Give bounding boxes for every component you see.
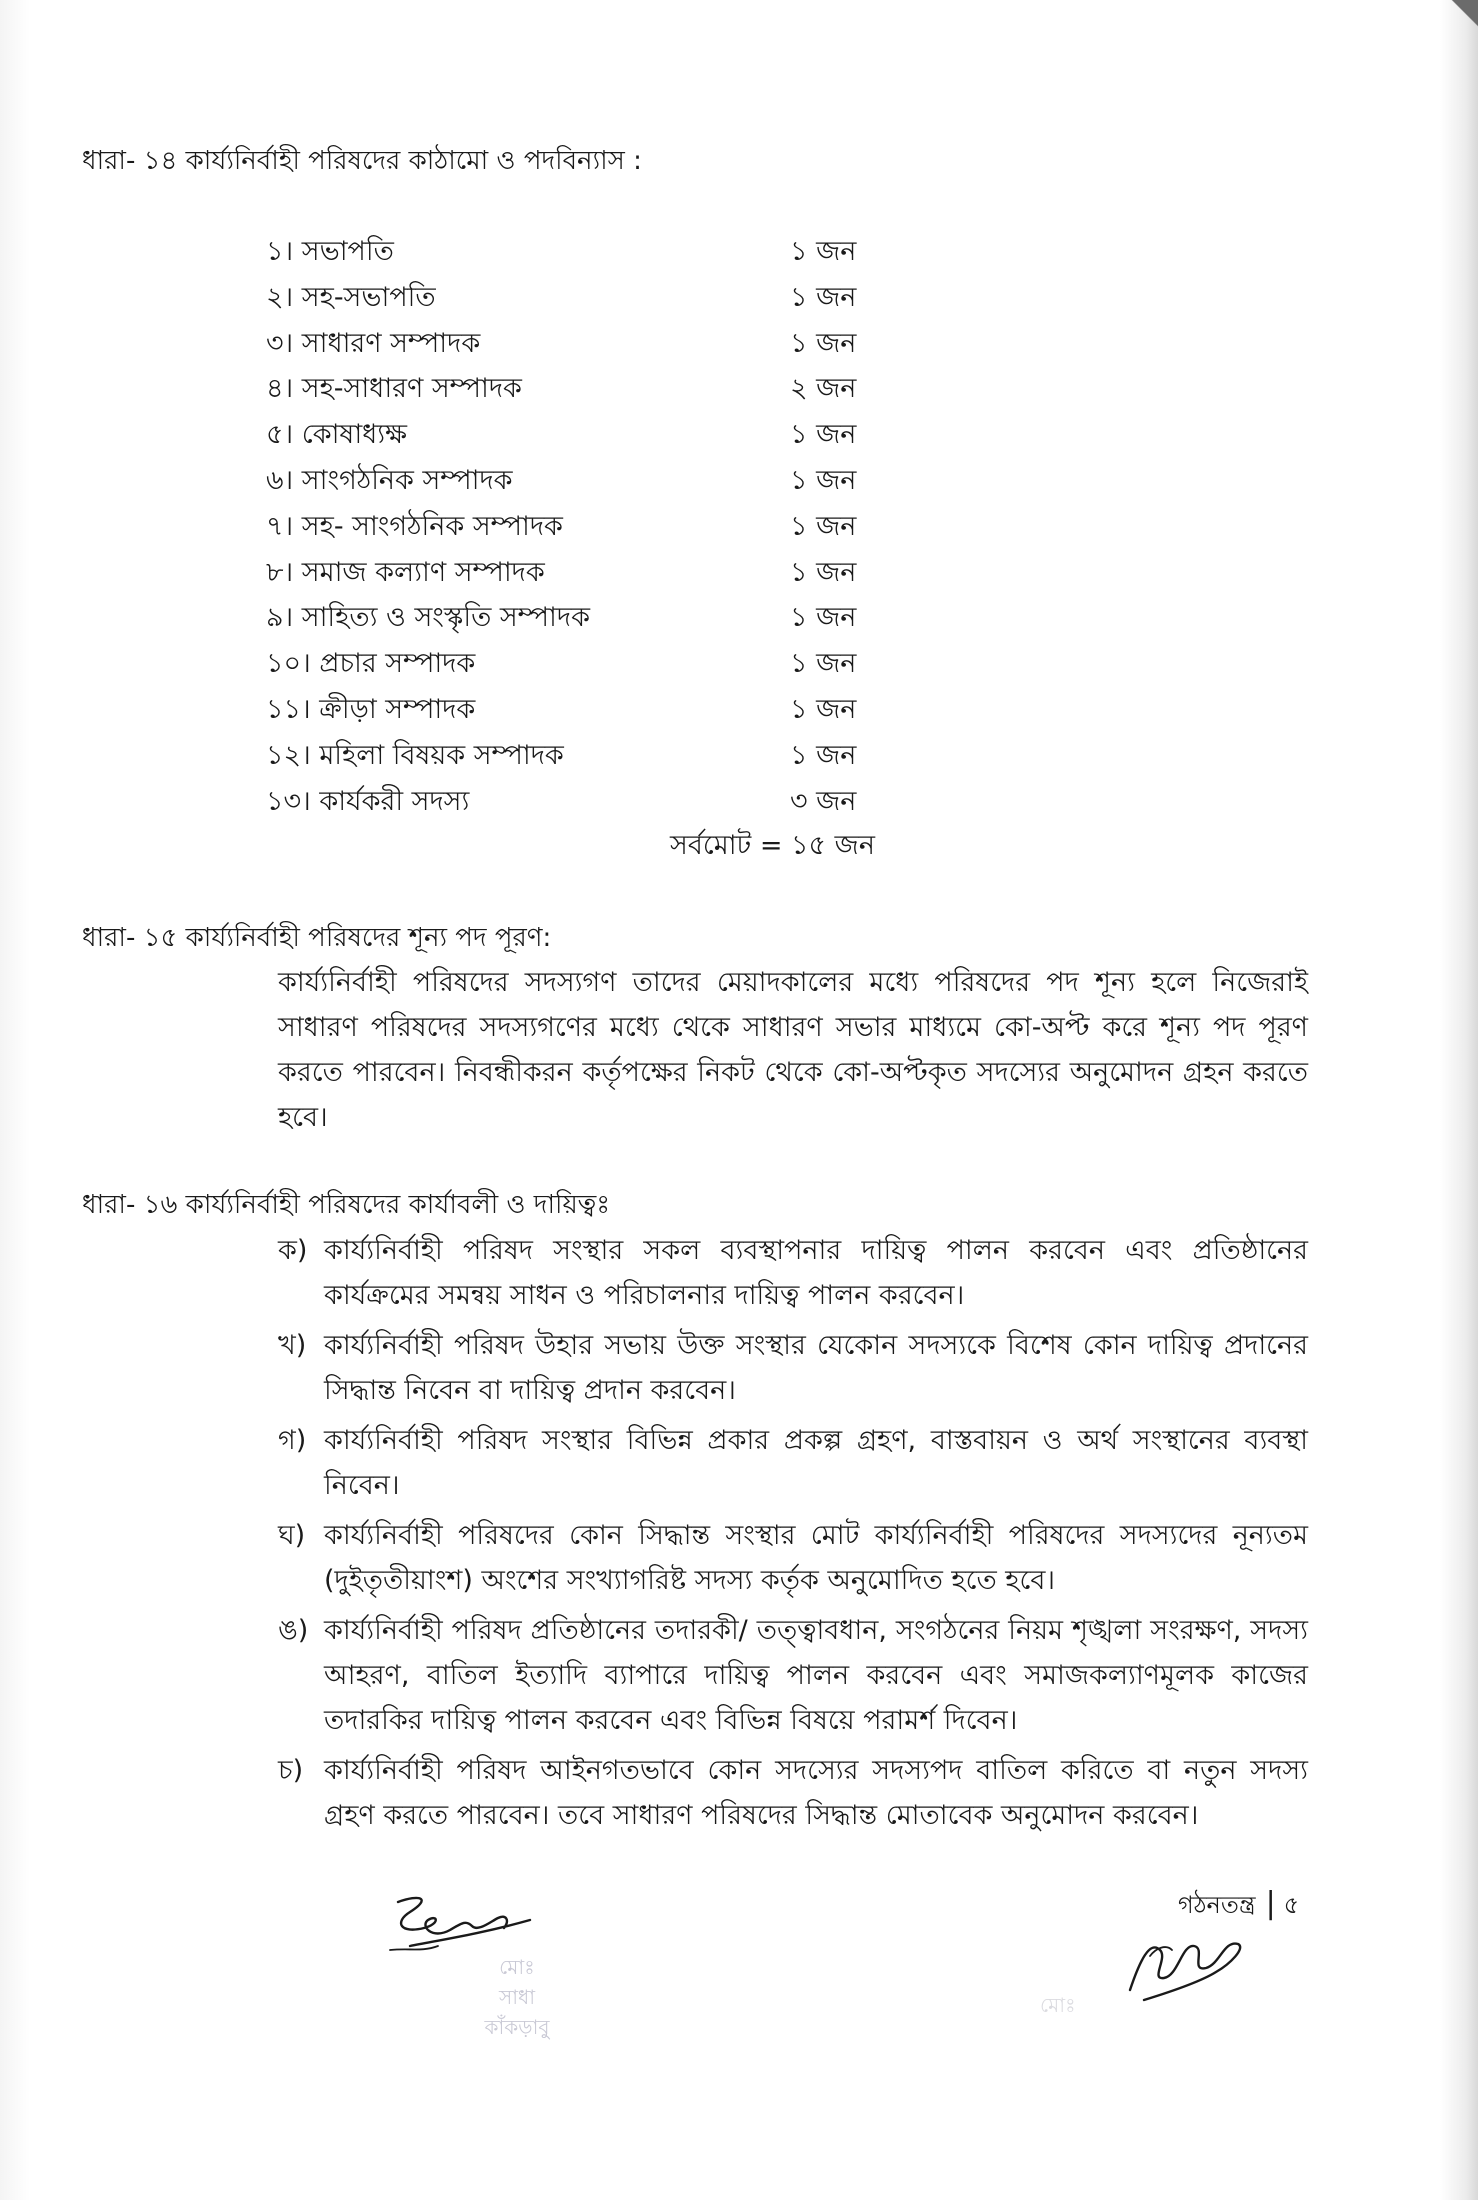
- clause-item: [278, 1748, 1308, 1838]
- section-16-heading: ধারা- ১৬ কার্য্যনির্বাহী পরিষদের কার্যাবলী ও দায়িত্বঃ: [82, 1190, 611, 1220]
- post-label: ২। সহ-সভাপতি: [266, 281, 436, 313]
- roster-row: [266, 278, 886, 324]
- roster-row: [266, 644, 886, 690]
- post-count: ১ জন: [790, 739, 857, 771]
- post-count: ২ জন: [790, 373, 857, 405]
- post-count: ১ জন: [790, 648, 857, 680]
- post-label: ১২। মহিলা বিষয়ক সম্পাদক: [266, 739, 564, 771]
- footer-separator: |: [1265, 1886, 1276, 1921]
- page-footer: [1178, 1888, 1299, 1921]
- clause-mark: ক): [278, 1235, 308, 1266]
- post-label: ১৩। কার্যকরী সদস্য: [266, 785, 470, 817]
- post-label: ৪। সহ-সাধারণ সম্পাদক: [266, 373, 522, 405]
- clause-text: কার্য্যনির্বাহী পরিষদ সংস্থার সকল ব্যবস্থাপনার দায়িত্ব পালন করবেন এবং প্রতিষ্ঠানের কার্যক্রমের সমন্বয় সাধন ও পরিচালনার দায়িত্ব পালন করবেন।: [324, 1235, 1308, 1311]
- clause-item: [278, 1608, 1308, 1743]
- post-count: ১ জন: [790, 510, 857, 542]
- signature-left-icon: [380, 1890, 540, 1960]
- clause-item: [278, 1418, 1308, 1508]
- post-label: ৮। সমাজ কল্যাণ সম্পাদক: [266, 556, 545, 588]
- roster-row: [266, 507, 886, 553]
- roster-row: [266, 415, 886, 461]
- roster-row: [266, 369, 886, 415]
- post-count: ১ জন: [790, 464, 857, 496]
- post-count: ১ জন: [790, 602, 857, 634]
- roster-row: [266, 690, 886, 736]
- roster-row: [266, 598, 886, 644]
- section-14-heading: ধারা- ১৪ কার্য্যনির্বাহী পরিষদের কাঠামো ও পদবিন্যাস :: [82, 146, 642, 176]
- clause-mark: চ): [278, 1755, 304, 1786]
- post-label: ৯। সাহিত্য ও সংস্কৃতি সম্পাদক: [266, 602, 590, 634]
- clause-item: [278, 1228, 1308, 1318]
- seal-left-line: মোঃ: [499, 1955, 535, 1979]
- post-label: ১। সভাপতি: [266, 236, 394, 267]
- clause-item: [278, 1323, 1308, 1413]
- post-count: ১ জন: [790, 419, 857, 451]
- clause-text: কার্য্যনির্বাহী পরিষদের কোন সিদ্ধান্ত সংস্থার মোট কার্য্যনির্বাহী পরিষদের সদস্যদের নূন্যতম (দুইতৃতীয়াংশ) অংশের সংখ্যাগরিষ্ট সদস্য কর্তৃক অনুমোদিত হতে হবে।: [324, 1520, 1308, 1596]
- seal-left-line: কাঁকড়াবুু: [484, 2015, 550, 2039]
- post-label: ১০। প্রচার সম্পাদক: [266, 648, 476, 680]
- clause-text: কার্য্যনির্বাহী পরিষদ আইনগতভাবে কোন সদস্যের সদস্যপদ বাতিল করিতে বা নতুন সদস্য গ্রহণ করতে পারবেন। তবে সাধারণ পরিষদের সিদ্ধান্ত মোতাবেক অনুমোদন করবেন।: [324, 1755, 1308, 1831]
- section-16-clauses: [278, 1228, 1308, 1843]
- post-label: ১১। ক্রীড়া সম্পাদক: [266, 693, 476, 725]
- post-label: ৫। কোষাধ্যক্ষ: [266, 419, 407, 451]
- roster-row: [266, 736, 886, 782]
- roster-row: [266, 553, 886, 599]
- clause-text: কার্য্যনির্বাহী পরিষদ সংস্থার বিভিন্ন প্রকার প্রকল্প গ্রহণ, বাস্তবায়ন ও অর্থ সংস্থানের ব্যবস্থা নিবেন।: [324, 1425, 1308, 1501]
- seal-right-line: মোঃ: [1040, 1993, 1076, 2017]
- clause-mark: গ): [278, 1425, 307, 1456]
- section-15-body: কার্য্যনির্বাহী পরিষদের সদস্যগণ তাদের মেয়াদকালের মধ্যে পরিষদের পদ শূন্য হলে নিজেরাই সাধারণ পরিষদের সদস্যগণের মধ্যে থেকে সাধারণ সভার মাধ্যমে কো-অপ্ট করে শূন্য পদ পূরণ করতে পারবেন। নিবন্ধীকরন কর্তৃপক্ষের নিকট থেকে কো-অপ্টকৃত সদস্যের অনুমোদন গ্রহন করতে হবে।: [278, 967, 1308, 1133]
- page-number: ৫: [1283, 1891, 1300, 1919]
- clause-mark: ঘ): [278, 1520, 306, 1551]
- post-count: ১ জন: [790, 236, 857, 267]
- clause-mark: ঙ): [278, 1615, 309, 1646]
- seal-left: [352, 1952, 682, 2042]
- post-count: ১ জন: [790, 327, 857, 359]
- clause-text: কার্য্যনির্বাহী পরিষদ প্রতিষ্ঠানের তদারকী/ তত্ত্বাবধান, সংগঠনের নিয়ম শৃঙ্খলা সংরক্ষণ, সদস্য আহরণ, বাতিল ইত্যাদি ব্যাপারে দায়িত্ব পালন করবেন এবং সমাজকল্যাণমূলক কাজের তদারকির দায়িত্ব পালন করবেন এবং বিভিন্ন বিষয়ে পরামর্শ দিবেন।: [324, 1615, 1308, 1736]
- post-label: ৭। সহ- সাংগঠনিক সম্পাদক: [266, 510, 563, 542]
- roster-row: [266, 782, 886, 828]
- clause-text: কার্য্যনির্বাহী পরিষদ উহার সভায় উক্ত সংস্থার যেকোন সদস্যকে বিশেষ কোন দায়িত্ব প্রদানের সিদ্ধান্ত নিবেন বা দায়িত্ব প্রদান করবেন।: [324, 1330, 1308, 1406]
- seal-left-line: সাধা: [498, 1985, 536, 2009]
- section-15-heading: ধারা- ১৫ কার্য্যনির্বাহী পরিষদের শূন্য পদ পূরণ:: [82, 923, 552, 953]
- roster-total: সর্বমোট = ১৫ জন: [670, 830, 875, 861]
- clause-mark: খ): [278, 1330, 307, 1361]
- post-count: ১ জন: [790, 693, 857, 725]
- roster-row: [266, 461, 886, 507]
- seal-right: [1040, 1990, 1260, 2020]
- document-name: গঠনতন্ত্র: [1178, 1891, 1256, 1919]
- roster-row: [266, 324, 886, 370]
- post-count: ১ জন: [790, 556, 857, 588]
- post-count: ৩ জন: [790, 785, 857, 817]
- post-label: ৩। সাধারণ সম্পাদক: [266, 327, 481, 359]
- folded-corner: [1438, 0, 1478, 40]
- roster-row: [266, 232, 886, 278]
- post-label: ৬। সাংগঠনিক সম্পাদক: [266, 464, 513, 496]
- post-count: ১ জন: [790, 281, 857, 313]
- clause-item: [278, 1513, 1308, 1603]
- post-roster: [266, 232, 886, 827]
